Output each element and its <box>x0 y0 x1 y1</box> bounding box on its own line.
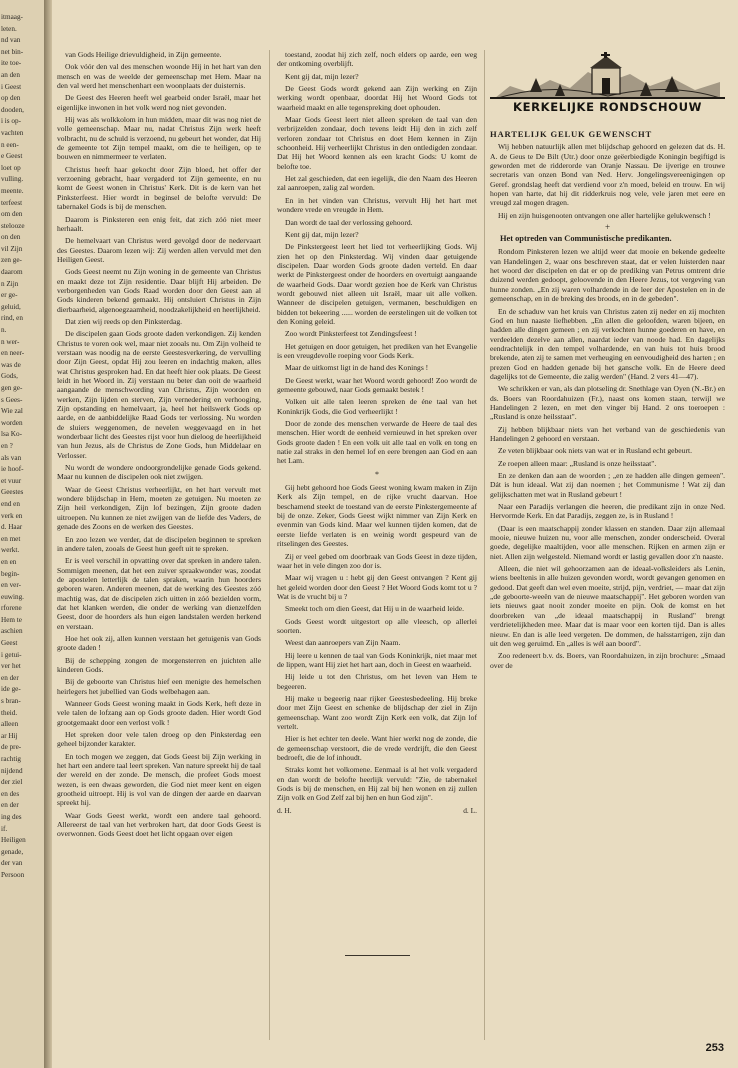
gutter-fragment: n Zijn <box>1 279 19 288</box>
news-paragraph: (Daar is een maatschappij zonder klassen en standen. Daar zijn allemaal mooie, nieuwe huizen nu, voor alle menschen, zonder onderscheid. Overal goede, degelijke maaltijden, voor alle menschen. Rijken en armen zijn er niet. Allen zijn welgesteld. Niemand wordt er lastig gevallen door z'n naaste. <box>490 523 725 561</box>
gutter-fragment: d. Haar <box>1 523 23 532</box>
gutter-fragment: ite toe- <box>1 59 22 68</box>
gutter-fragment: dooden, <box>1 105 24 114</box>
gutter-fragment: net bin- <box>1 47 24 56</box>
article-paragraph: En in het vinden van Christus, vervult Hij het hart met wondere vrede en vreugde in Hem. <box>277 195 477 215</box>
article-paragraph: Waar de Geest Christus verheerlijkt, en het hart vervult met wondere blijdschap in Hem, moeten ze getuigen. Nu moeten ze Zijn heil verkondigen, Zijn lof bezingen, Zijn groote daden uitroepen. Nu kunnen ze niet zwijgen van de liefde des Vaders, de genade des Zoons en de werken des Geestes. <box>57 484 261 532</box>
article-paragraph: Dat zien wij reeds op den Pinksterdag. <box>65 316 183 326</box>
gutter-fragment: der van <box>1 859 23 868</box>
gutter-fragment: theid. <box>1 708 18 717</box>
news-paragraph: We schrikken er van, als dan plotseling dr. Snethlage van Oyen (N.-Br.) en ds. Boers van Roordahuizen (Fr.), naast ons komen staan, terwijl we Handelingen 2 lezen, en met den vinger bij Hand. 2 ons toeroepen : „Rusland is onze heilsstaat". <box>490 384 725 422</box>
gutter-fragment: leten. <box>1 24 17 33</box>
section-separator-plus: + <box>604 222 611 233</box>
gutter-fragment: de pre- <box>1 743 22 752</box>
article-paragraph: Hoe het ook zij, allen kunnen verstaan het getuigenis van Gods groote daden ! <box>57 633 261 653</box>
article-paragraph: De Geest des Heeren heeft wel gearbeid onder Israël, maar het eigenlijke inwonen in het volk werd nog niet gevonden. <box>57 93 261 112</box>
gutter-fragment: i Geest <box>1 82 22 91</box>
article-paragraph: Straks komt het volkomene. Eenmaal is al het volk vergaderd en dan wordt de belofte heerlijk vervuld: "Zie, de tabernakel Gods is bij de menschen, en Hij zal bij hen wonen en zij zullen Zijn volk en God Zelf zal bij hen en hun God zijn". <box>277 765 477 803</box>
gutter-fragment: alleen <box>1 720 19 729</box>
gutter-fragment: s bran- <box>1 697 21 706</box>
article-paragraph: van Gods Heilige drievuldigheid, in Zijn gemeente. <box>65 50 222 59</box>
section-masthead: KERKELIJKE RONDSCHOUW <box>512 100 703 114</box>
end-of-article-rule <box>345 955 410 956</box>
gutter-fragment: rforene <box>1 604 22 613</box>
gutter-fragment: end en <box>1 499 20 508</box>
gutter-fragment: en neer- <box>1 349 25 358</box>
gutter-fragment: en en <box>1 557 17 566</box>
gutter-fragment: als van <box>1 453 22 462</box>
gutter-fragment: Gods, <box>1 372 18 381</box>
gutter-fragment: om den <box>1 210 23 219</box>
article-paragraph: Weest dan aanroepers van Zijn Naam. <box>285 638 401 648</box>
gutter-fragment: n. <box>1 326 7 335</box>
gutter-fragment: en ver- <box>1 581 22 590</box>
article-paragraph: Daarom is Pinksteren een enig feit, dat zich zóó niet meer herhaalt. <box>57 214 261 233</box>
gutter-fragment: verk en <box>1 511 23 520</box>
article-paragraph: Wanneer Gods Geest woning maakt in Gods Kerk, heft deze in vele talen de lofzang aan op Gods groote daden. Hier wordt God grootgemaakt door een verlost volk ! <box>57 699 261 727</box>
gutter-fragment: en des <box>1 789 20 798</box>
article-paragraph: Kent gij dat, mijn lezer? <box>285 71 359 81</box>
news-paragraph: Ze roepen alleen maar: „Rusland is onze heilsstaat". <box>498 458 657 468</box>
news-paragraph: Zij hebben blijkbaar niets van het verband van de geschiedenis van Handelingen 2 gehoord en verstaan. <box>490 424 725 443</box>
gutter-fragment: Persoon <box>1 870 25 879</box>
article-paragraph: Ook vóór den val des menschen woonde Hij in het hart van den mensch en was de weelde der gemeenschap met Hem. Maar na den val werd het menschenhart een woonplaats der duisternis. <box>57 62 261 91</box>
news-paragraph: Ze veten blijkbaar ook niets van wat er in Rusland echt gebeurt. <box>498 446 693 456</box>
article-paragraph: Maar wij vragen u : hebt gij den Geest ontvangen ? Kent gij het geleid worden door den Geest ? Het Woord Gods komt tot u ? Wat is de vrucht bij u ? <box>277 573 477 601</box>
article-paragraph: Volken uit alle talen leeren spreken de éne taal van het Koninkrijk Gods, die God verheerlijkt ! <box>277 397 477 416</box>
gutter-fragment: ver het <box>1 662 21 671</box>
article-column-2 <box>277 50 477 1040</box>
article-paragraph: Kent gij dat, mijn lezer? <box>285 229 359 239</box>
gutter-fragment: vachten <box>1 128 24 137</box>
article-paragraph: Door de zonde des menschen verwarde de Heere de taal des menschen. Hier wordt de eenheid vernieuwd in het spreken over Gods groote daden ! En een volk uit alle taal en volk en tong en natie zal straks in den hemel lof en eere brengen aan God en aan het Lam. <box>277 419 477 466</box>
news-paragraph: Naar een Paradijs verlangen die heeren, die predikant zijn in onze Ned. Hervormde Kerk. En dat Paradijs, zeggen ze, is in Rusland ! <box>490 502 725 521</box>
gutter-fragment: geluid, <box>1 302 21 311</box>
gutter-fragment: worden <box>1 418 23 427</box>
gutter-fragment: Hem te <box>1 615 22 624</box>
gutter-fragment: er ge- <box>1 291 18 300</box>
article-paragraph: Christus heeft haar gekocht door Zijn bloed, het offer der verzoening gebracht, haar vergaderd tot Zijn gemeente, en nu komt de Geest wonen in Christus' Kerk. Dit is de kern van het Pinksterfeest. Hier wordt in beginsel de belofte vervuld: De tabernakel Gods is bij de menschen. <box>57 164 261 212</box>
article-paragraph: Er is veel verschil in opvatting over dat spreken in andere talen. Sommigen meenen, dat het een zuiver spraakwonder was, zoodat de apostelen letterlijk de talen spraken, waarin hun hoorders geboren waren. Anderen meenen, dat de werking des Geestes zóó machtig was, dat de discipelen zich uitten in zóó bezielden vorm, dat het klanken werden, die onder de werking van dienzelfden Geest, door de hoorders als hun eigen landstalen werden herkend en verstaan. <box>57 556 261 631</box>
gutter-fragment: i getui- <box>1 650 22 659</box>
article-paragraph: En zoo lezen we verder, dat de discipelen beginnen te spreken in andere talen, zooals de Geest hun geeft uit te spreken. <box>57 534 261 553</box>
article-paragraph: De hemelvaart van Christus werd gevolgd door de nedervaart des Geestes. Daarom lezen wij: Zij werden allen vervuld met den Heiligen Geest. <box>57 236 261 264</box>
gutter-fragment: Heiligen <box>1 836 26 845</box>
page-number: 253 <box>705 1042 724 1054</box>
article-paragraph: Zij er veel gebed om doorbraak van Gods Geest in deze tijden, waar het in vele dingen zoo dor is. <box>277 551 477 570</box>
gutter-fragment: en ? <box>1 441 13 450</box>
gutter-fragment: zen ge- <box>1 256 22 265</box>
article-paragraph: Maar Gods Geest leert niet alleen spreken de taal van den verbrijzelden zondaar, doch tevens leidt Hij den in zich zelf verloren zondaar tot Christus en doet Hem kennen in Zijn schoonheid. Hij verheerlijkt Christus in den ontledigden zondaar. Dat Hij het Woord kennen als een kracht Gods: U komt de belofte toe. <box>277 115 477 171</box>
article-paragraph: Gij hebt gehoord hoe Gods Geest woning kwam maken in Zijn Kerk als Zijn tempel, en de rijke vrucht daarvan. Hoe beschamend steekt de toestand van de eerste Pinkstergemeente af bij de onze. Zeker, Gods Geest wijkt nimmer van Zijn Kerk en evenmin van Gods kind. Maar wel kunnen tijden komen, dat de eerste liefde verlaten is en weinig wordt gespeurd van de ritselingen des Geestes. <box>277 483 477 549</box>
news-heading-congratulations: HARTELIJK GELUK GEWENSCHT <box>490 130 653 139</box>
article-paragraph: Zoo wordt Pinksterfeest tot Zendingsfeest ! <box>285 329 417 339</box>
article-paragraph: Het spreken door vele talen droeg op den Pinksterdag een geheel bijzonder karakter. <box>57 730 261 749</box>
page-binding <box>44 0 52 1068</box>
gutter-fragment: der ziel <box>1 778 23 787</box>
news-paragraph: Wij hebben natuurlijk allen met blijdschap gehoord en gelezen dat ds. H. A. de Geus te De Bilt (Utr.) door onze geëerbiedigde Koningin begiftigd is geworden met de ridderorde van Oranje Nassau. De ijverige en trouwe secretaris van onzen Bond van Ned. Herv. Jongelingsvereenigingen op Geref. grondslag heeft dat verdiend voor z'n moed, beleid en trouw. En wij hopen van harte, dat hij dit ridderkruis nog vele, vele jaren met eere en vreugd zal mogen dragen. <box>490 142 725 208</box>
article-paragraph: Dan wordt de taal der verlossing gehoord. <box>285 217 413 227</box>
gutter-fragment: if. <box>1 824 8 833</box>
gutter-fragment: stelooze <box>1 221 25 230</box>
article-column-1 <box>57 50 261 1040</box>
gutter-fragment: n een- <box>1 140 19 149</box>
gutter-fragment: an den <box>1 70 20 79</box>
article-paragraph: toestand, zoodat hij zich zelf, noch elders op aarde, een weg der ontkoming overblijft. <box>277 50 477 69</box>
gutter-fragment-list <box>0 12 26 882</box>
gutter-fragment: en met <box>1 534 21 543</box>
gutter-fragment: vulling. <box>1 175 24 184</box>
article-paragraph: De Geest Gods wordt gekend aan Zijn werking en Zijn werking wordt openbaar, doordat Hij het Woord Gods tot waarheid maakt en alle tegenspreking doet ophouden. <box>277 84 477 112</box>
gutter-fragment: et vuur <box>1 476 22 485</box>
article-paragraph: Het zal geschieden, dat een iegelijk, die den Naam des Heeren zal aanroepen, zalig zal worden. <box>277 174 477 193</box>
gutter-fragment: gen ge- <box>1 384 23 392</box>
article-paragraph: Hij was als wolkkolom in hun midden, maar dit was nog niet de volle gemeenschap. Maar nu, nadat Christus Zijn werk heeft volbracht, nu de schuld is verzoend, nu gebeurt het wonder, dat Hij de gemeente tot Zijn tempel maakt, om die te heiligen, op te bouwen en nimmermeer te verlaten. <box>57 115 261 162</box>
article-paragraph: Nu wordt de wondere ondoorgrondelijke genade Gods gekend. Maar nu kunnen de discipelen ook niet zwijgen. <box>57 463 261 482</box>
church-landscape-illustration <box>490 52 725 100</box>
news-heading-communist-preachers: Het optreden van Communistische predikanten. <box>500 234 672 244</box>
article-paragraph: Hij leere u kennen de taal van Gods Koninkrijk, niet maar met de lippen, want Hij ziet het hart aan, doch in Geest en waarheid. <box>277 650 477 669</box>
column-divider <box>484 50 485 1040</box>
gutter-fragment: nd van <box>1 36 21 45</box>
signature-left: d. H. <box>277 805 292 815</box>
gutter-fragment: Geest <box>1 639 18 648</box>
article-paragraph: De Pinkstergeest leert het lied tot verheerlijking Gods. Wij zien het op den Pinksterdag. Wij vinden daar getuigende discipelen. Daar worden Gods groote daden verteld. En daar werkt de Pinkstergeest onder de hoorders en overtuigt aangaande de waarheid Gods. Daar wordt gezien hoe de Kerk van Christus wordt gebouwd niet alleen uit Israël, maar uit alle volken. Wanneer de discipelen getuigen, vermanen, beschuldigen en bidden tot bekeering ...... worden de eerstelingen uit de volken tot den Koning geleid. <box>277 242 477 326</box>
article-column-3 <box>490 130 725 1030</box>
news-paragraph: Rondom Pinksteren lezen we altijd weer dat mooie en bekende gedeelte van Handelingen 2, waar ons beschreven staat, dat er velen luisterden naar het woord der discipelen en dat er op de prediking van Petrus omtrent drie duizend werden gedoopt, geloovende in den Heere Jezus, tot vergeving van hunne zonden. „En zij waren volhardende in de leer der Apostelen en in de gemeenschap, en in de breking des broods, en in de gebeden". <box>490 247 725 304</box>
article-paragraph: En toch mogen we zeggen, dat Gods Geest bij Zijn werking in het hart een andere taal leert spreken. Van nature spreekt hij de taal der wereld en der zonde. De mensch, die profeet Gods moest wezen, is een dwaas geworden, die God niet meer kent en eigen grootheid uitroept. Hij is vol van de dingen der aarde en daarvan spreekt hij. <box>57 751 261 808</box>
gutter-fragment: n wer- <box>1 337 20 346</box>
gutter-fragment: e Geest <box>1 152 23 161</box>
article-paragraph: Smeekt toch om dien Geest, dat Hij u in de waarheid leide. <box>285 604 465 614</box>
article-paragraph: Gods Geest wordt uitgestort op alle vleesch, op allerlei soorten. <box>277 616 477 635</box>
news-paragraph: En ze denken dan aan de woorden ; „en ze hadden alle dingen gemeen". Dát is hun ideaal. Wat zij dan noemen ; het Communisme ! Wat zij dan gelijkschatten met wat in Rusland gebeurt ! <box>490 471 725 499</box>
section-separator-star: * <box>375 469 379 479</box>
article-paragraph: De discipelen gaan Gods groote daden verkondigen. Zij kenden Christus te voren ook wel, maar niet zooals nu. Om Zijn volheid te verstaan was noodig na de eerste Geestesverkering, de vervulling door Zijn Geest, opdat Hij zou leeren en indachtig maken, alles wat Christus gesproken had. En dat heeft hier ook plaats. De Geest leidt in het Woord in. Zij verstaan nu beter dan ooit de waarheid aangaande de menschwording van Christus, Zijn woorden en werken, Zijn lijden en sterven, Zijn vernedering en verhooging, Zijn opstanding en hemelvaart, ja, heel het heilswerk Gods op aarde, en de aanbiddelijke Raad Gods ter verlossing. Nu worden de sluiers weggenomen, de nevelen weggevaagd en in het wonderbaar licht des Geestes rijst voor hun dieloog de heerlijkheid van hun Jezus, als de Christus de Zone Gods, hun Middelaar en Verlosser. <box>57 329 261 460</box>
gutter-fragment: s Gees- <box>1 395 23 404</box>
gutter-fragment: werkt. <box>1 546 20 555</box>
article-paragraph: Gods Geest neemt nu Zijn woning in de gemeente van Christus en maakt deze tot Zijn residentie. Daar blijft Hij arbeiden. De verborgenheden van Gods Raad worden door den Geest aan al Gods kinderen bekend gemaakt. Hij ontsluiert Christus in Zijn dierbaarheid, algenoegzaamheid, noodzakelijkheid en heerlijkheid. <box>57 267 261 314</box>
gutter-fragment: en der <box>1 673 19 682</box>
gutter-fragment: itmaag- <box>1 13 23 21</box>
gutter-fragment: op den <box>1 94 21 103</box>
gutter-fragment: loet op <box>1 163 21 172</box>
news-paragraph: Alleen, die niet wil gehoorzamen aan de ideaal-volksleiders als Lenin, wiens beeltenis in alle huizen gevonden wordt, wordt gevangen genomen en gedood. Dat geeft dan wel even moeite, strijd, pijn, verdriet, — maar dat zijn „de geboorte-weeën van de nieuwe maatschappij". Het geboren worden van iets nieuws gaat nooit zonder moeite en pijn. Ook de komst en het doorbreken van „de ideaal maatschappij in Rusland" brengt verdrietelijkheden mee. Maar dat is maar voor een korten tijd. Dan is alles nieuw. En dan is alle leed vergeten. De dommen, de halsstarrigen, zijn dan uit den weg geruimd. En „alles is wél aan boord". <box>490 564 725 648</box>
gutter-fragment: nijdend <box>1 766 23 775</box>
gutter-fragment: ide ge- <box>1 685 21 694</box>
gutter-fragment: genade, <box>1 847 24 856</box>
article-paragraph: Hij leide u tot den Christus, om het leven van Hem te begeeren. <box>277 672 477 691</box>
gutter-fragment: lsa Ko- <box>1 430 22 439</box>
news-paragraph: En de schaduw van het kruis van Christus zaten zij neder en zij mochten God en hun naaste liefhebben. „En allen die geloofden, waren bijeen, en hadden alle dingen gemeen ; en zij verkochten hunne goederen en have, en verdeelden dezelve aan allen, naardat ieder van noode had. En dagelijks eendrachtelijk in den tempel volhardende, en van huis tot huis brood brekende, aten zij te samen met verheuging en eenvoudigheid des harten ; en prezen God en hadden genade bij het gansche volk. En de Heere deed dagelijks tot de Gemeente, die zalig werden" (Hand. 2 vers 41—47). <box>490 306 725 381</box>
gutter-fragment: i is op- <box>1 117 21 126</box>
gutter-fragment: on den <box>1 233 21 242</box>
news-paragraph: Zoo redeneert b.v. ds. Boers, van Roordahuizen, in zijn brochure: „Smaad over de <box>490 651 725 670</box>
gutter-fragment: ar Hij <box>1 731 18 740</box>
gutter-fragment: Geestes <box>1 488 24 497</box>
gutter-fragment: Wie zal <box>1 407 23 416</box>
gutter-fragment: aschien <box>1 627 23 636</box>
gutter-fragment: begin- <box>1 569 20 578</box>
article-paragraph: Hier is het echter ten deele. Want hier werkt nog de zonde, die de gemeenschap verstoort, die de vrede verdrijft, die den Geest bedroeft, die de lof inhoudt. <box>277 734 477 763</box>
article-paragraph: Hij make u begeerig naar rijker Geestesbedeeling. Hij breke door met Zijn Geest en schenke de blijdschap der ziel in Zijn gemeenschap. Want zoo wordt Zijn Kerk een volk, dat Zijn lof vertelt. <box>277 693 477 731</box>
news-paragraph: Hij en zijn huisgenooten ontvangen one aller hartelijke gelukwensch ! <box>498 210 711 220</box>
article-paragraph: Bij de schepping zongen de morgensterren en juichten alle kinderen Gods. <box>57 655 261 674</box>
gutter-fragment: rind, en <box>1 314 23 323</box>
article-paragraph: De Geest werkt, waar het Woord wordt gehoord! Zoo wordt de gemeente gebouwd, naar Gods gemaakt bestek ! <box>277 375 477 394</box>
gutter-fragment: vil Zijn <box>1 244 23 253</box>
signature-right: d. L. <box>463 805 477 815</box>
previous-page-edge <box>0 0 45 1068</box>
gutter-fragment: euwing. <box>1 592 24 601</box>
gutter-fragment: terfeest <box>1 198 23 207</box>
gutter-fragment: was de <box>1 360 21 369</box>
article-paragraph: Het getuigen en door getuigen, het prediken van het Evangelie is een vreugdevolle roeping voor Gods Kerk. <box>277 341 477 360</box>
author-signatures <box>277 806 477 815</box>
article-paragraph: Maar de uitkomst ligt in de hand des Konings ! <box>285 363 429 373</box>
gutter-fragment: en der <box>1 801 19 810</box>
article-paragraph: Bij de geboorte van Christus hief een menigte des hemelschen heirlegers het jubellied van Gods welbehagen aan. <box>57 677 261 696</box>
article-paragraph: Waar Gods Geest werkt, wordt een andere taal gehoord. Allereerst de taal van het verbroken hart, dat door Gods Geest is overwonnen. Gods Geest doet het licht opgaan over eigen <box>57 810 261 839</box>
gutter-fragment: ing des <box>1 812 22 821</box>
gutter-fragment: ie hoof- <box>1 465 24 474</box>
column-divider <box>269 50 270 1040</box>
gutter-fragment: daarom <box>1 268 23 277</box>
gutter-fragment: rachtig <box>1 755 21 763</box>
gutter-fragment: meente. <box>1 186 24 195</box>
